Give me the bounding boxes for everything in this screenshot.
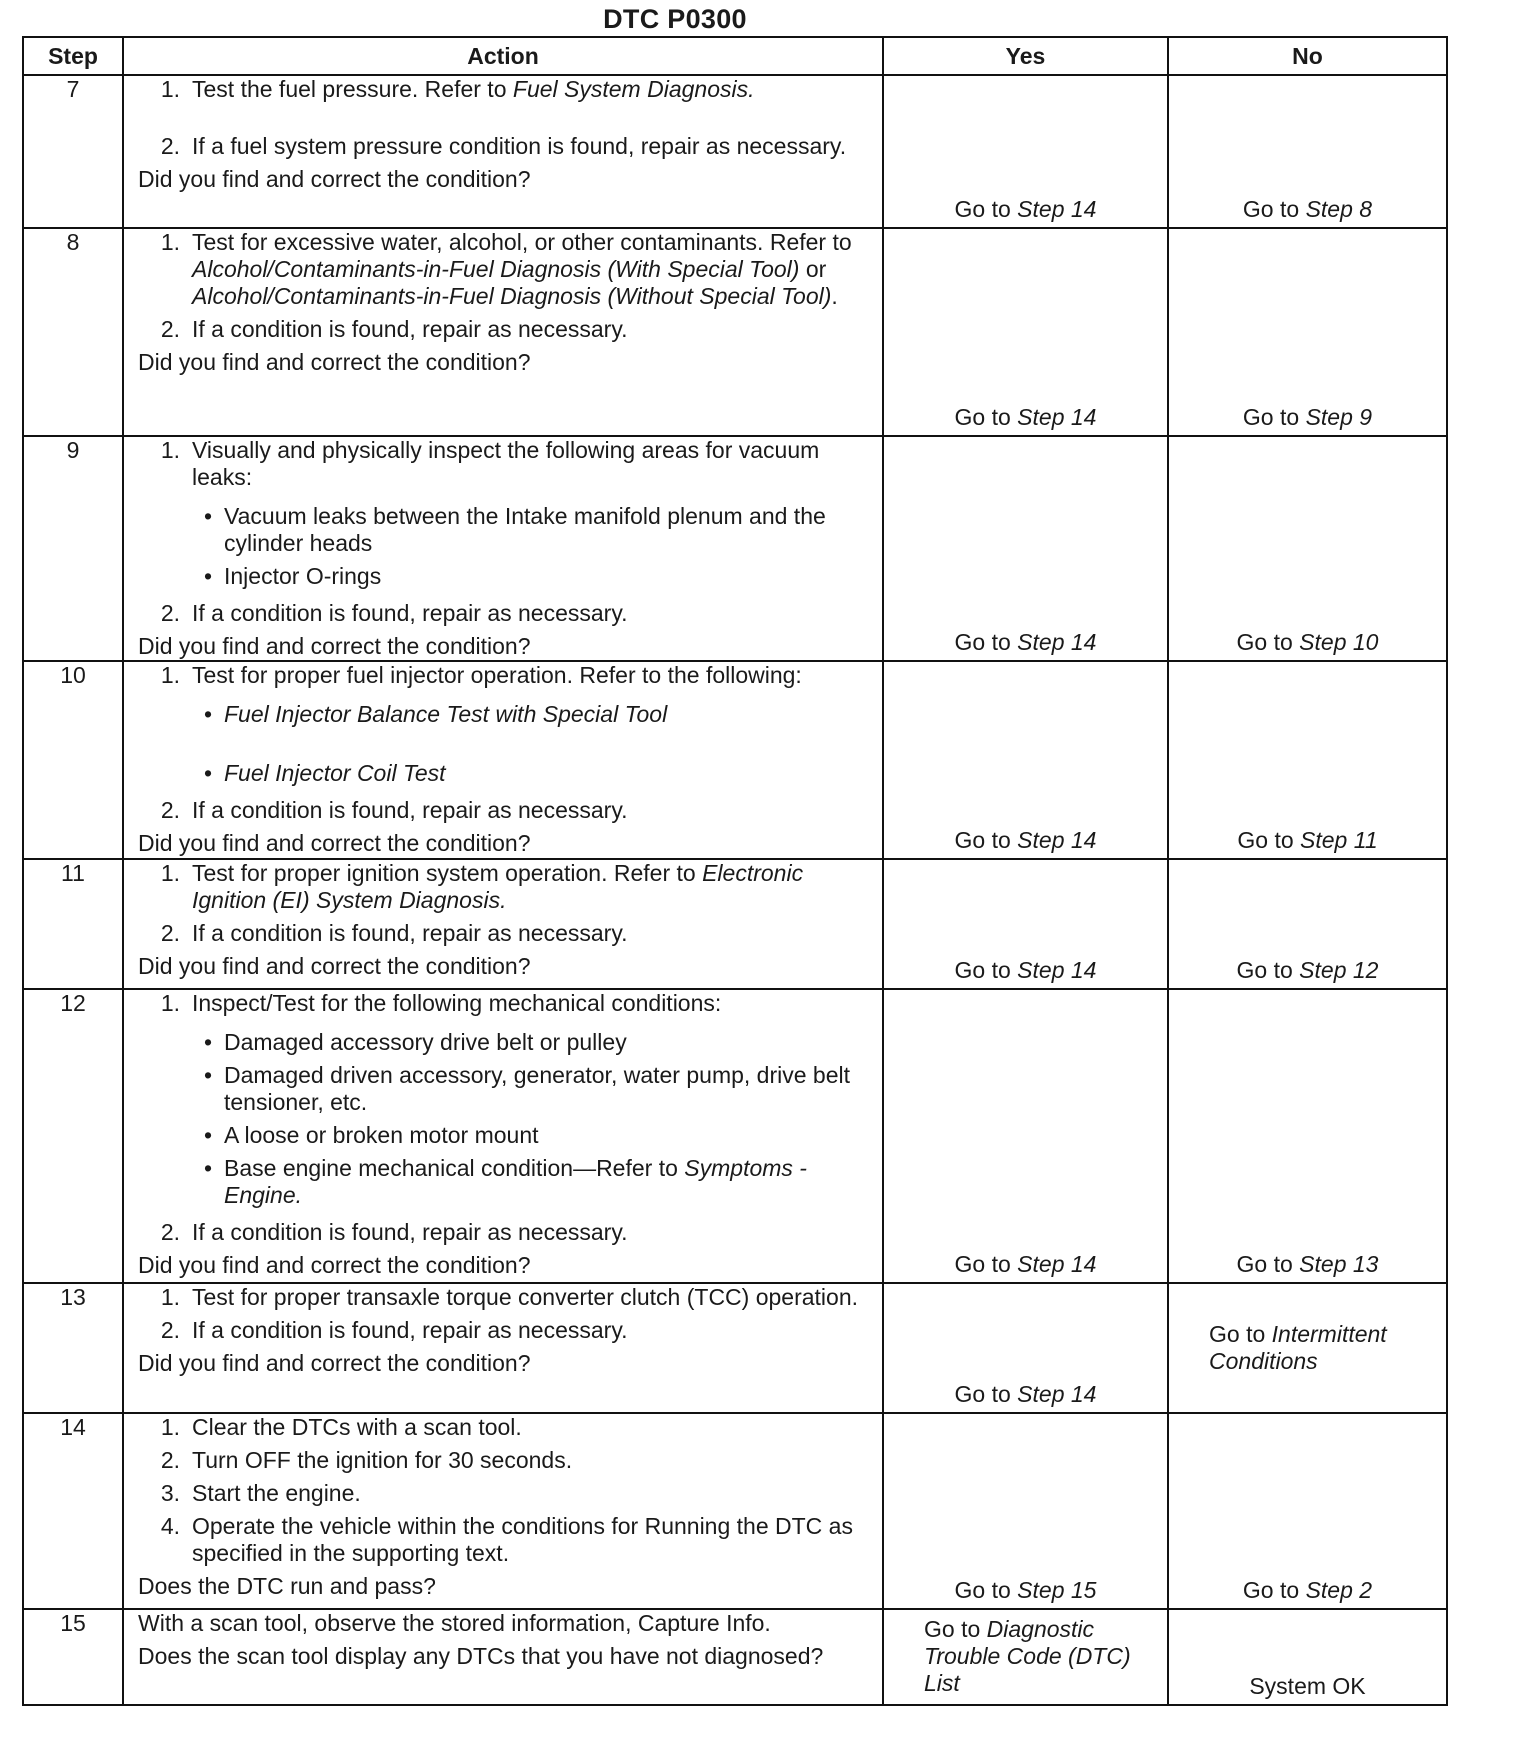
no-goto[interactable]: Go to Step 8 (1242, 196, 1373, 222)
question: Did you find and correct the condition? (138, 953, 531, 979)
bullet-item: Base engine mechanical condition—Refer to Symptoms - Engine. (224, 1155, 807, 1208)
action-item: Operate the vehicle within the conditions for Running the DTC as specified in the supporting text. (192, 1513, 853, 1566)
table-row (23, 661, 1447, 859)
yes-cell (883, 436, 1168, 661)
action-item: If a condition is found, repair as necessary. (192, 920, 628, 946)
action-cell: 1. Test the fuel pressure. Refer to Fuel System Diagnosis. 2. If a fuel system pressure condition is found, repair as necessary. Did you find and correct the condition? (123, 75, 883, 228)
yes-goto[interactable]: Go to Step 15 (954, 1577, 1097, 1603)
question: Did you find and correct the condition? (138, 633, 531, 659)
action-item: Inspect/Test for the following mechanical conditions: (192, 990, 722, 1016)
no-goto[interactable]: Go to Step 9 (1242, 404, 1373, 430)
action-item: Visually and physically inspect the following areas for vacuum leaks: (192, 437, 820, 490)
dtc-table (22, 36, 1448, 1706)
header-no: No (1168, 37, 1447, 75)
yes-goto[interactable]: Go to Step 14 (954, 196, 1097, 222)
action-cell: 1. Visually and physically inspect the following areas for vacuum leaks: • Vacuum leaks between the Intake manifold plenum and the cylinder heads • Injector O-rings 2. If a condition is found, repair as necessary. Did you find and correct the condition? (123, 436, 883, 661)
action-cell: 1. Test for proper transaxle torque converter clutch (TCC) operation. 2. If a condition is found, repair as necessary. Did you find and correct the condition? (123, 1283, 883, 1413)
question: Does the DTC run and pass? (138, 1573, 436, 1599)
step-number: 13 (23, 1283, 123, 1413)
yes-goto[interactable]: Go to Step 14 (954, 1251, 1097, 1277)
action-cell: 1. Test for proper ignition system operation. Refer to Electronic Ignition (EI) System Diagnosis. 2. If a condition is found, repair as necessary. Did you find and correct the condition? (123, 859, 883, 989)
question: Did you find and correct the condition? (138, 349, 531, 375)
action-item: If a condition is found, repair as necessary. (192, 1219, 628, 1245)
table-row (23, 1413, 1447, 1609)
yes-cell (883, 1413, 1168, 1609)
action-cell: 1. Test for excessive water, alcohol, or other contaminants. Refer to Alcohol/Contaminants-in-Fuel Diagnosis (With Special Tool) or Alcohol/Contaminants-in-Fuel Diagnosis (Without Special Tool). 2. If a condition is found, repair as necessary. Did you find and correct the condition? (123, 228, 883, 436)
action-item: Test for proper ignition system operation. Refer to Electronic Ignition (EI) System Diagnosis. (192, 860, 804, 913)
question: Does the scan tool display any DTCs that you have not diagnosed? (138, 1643, 824, 1669)
step-number: 12 (23, 989, 123, 1283)
action-cell: 1. Clear the DTCs with a scan tool. 2. Turn OFF the ignition for 30 seconds. 3. Start the engine. 4. Operate the vehicle within the conditions for Running the DTC as specified in the supporting text. Does the DTC run and pass? (123, 1413, 883, 1609)
bullet-item: Damaged accessory drive belt or pulley (224, 1029, 627, 1055)
yes-goto[interactable]: Go to Diagnostic Trouble Code (DTC) List (924, 1616, 1131, 1696)
header-step: Step (23, 37, 123, 75)
table-row (23, 989, 1447, 1283)
step-number: 7 (23, 75, 123, 228)
step-number: 15 (23, 1609, 123, 1705)
no-goto[interactable]: Go to Intermittent Conditions (1209, 1321, 1387, 1374)
question: Did you find and correct the condition? (138, 1252, 531, 1278)
action-item: With a scan tool, observe the stored information, Capture Info. (138, 1610, 771, 1636)
no-cell (1168, 989, 1447, 1283)
yes-cell (883, 1609, 1168, 1705)
step-number: 14 (23, 1413, 123, 1609)
table-row (23, 1609, 1447, 1705)
action-cell (123, 1609, 883, 1705)
reference-link[interactable]: Fuel Injector Balance Test with Special Tool (224, 701, 668, 727)
step-number: 8 (23, 228, 123, 436)
yes-cell (883, 1283, 1168, 1413)
table-row (23, 859, 1447, 989)
no-cell (1168, 661, 1447, 859)
no-cell (1168, 75, 1447, 228)
action-item: Start the engine. (192, 1480, 361, 1506)
bullet-item: A loose or broken motor mount (224, 1122, 539, 1148)
question: Did you find and correct the condition? (138, 166, 531, 192)
yes-cell (883, 989, 1168, 1283)
yes-cell (883, 228, 1168, 436)
action-item: If a condition is found, repair as necessary. (192, 1317, 628, 1343)
reference-link[interactable]: Symptoms - Engine. (224, 1155, 807, 1208)
table-row (23, 75, 1447, 228)
no-result: System OK (1249, 1673, 1366, 1699)
yes-cell (883, 661, 1168, 859)
header-yes: Yes (883, 37, 1168, 75)
step-number: 10 (23, 661, 123, 859)
bullet-item: Injector O-rings (224, 563, 382, 589)
header-row (23, 37, 1447, 75)
header-action: Action (123, 37, 883, 75)
action-item: Turn OFF the ignition for 30 seconds. (192, 1447, 573, 1473)
no-goto[interactable]: Go to Step 12 (1236, 957, 1379, 983)
action-item: Test the fuel pressure. Refer to Fuel System Diagnosis. (192, 76, 755, 102)
action-item: Test for proper transaxle torque converter clutch (TCC) operation. (192, 1284, 859, 1310)
no-goto[interactable]: Go to Step 10 (1236, 629, 1379, 655)
question: Did you find and correct the condition? (138, 830, 531, 856)
no-cell (1168, 859, 1447, 989)
action-item: Clear the DTCs with a scan tool. (192, 1414, 522, 1440)
table-row (23, 436, 1447, 661)
question: Did you find and correct the condition? (138, 1350, 531, 1376)
yes-goto[interactable]: Go to Step 14 (954, 827, 1097, 853)
reference-link[interactable]: Fuel Injector Coil Test (224, 760, 446, 786)
table-row (23, 228, 1447, 436)
no-cell (1168, 436, 1447, 661)
action-item: If a fuel system pressure condition is found, repair as necessary. (192, 133, 847, 159)
action-item: If a condition is found, repair as necessary. (192, 600, 628, 626)
yes-goto[interactable]: Go to Step 14 (954, 1381, 1097, 1407)
yes-goto[interactable]: Go to Step 14 (954, 404, 1097, 430)
no-cell (1168, 1283, 1447, 1413)
bullet-item: Vacuum leaks between the Intake manifold plenum and the cylinder heads (224, 503, 826, 556)
action-item: If a condition is found, repair as necessary. (192, 316, 628, 342)
no-goto[interactable]: Go to Step 11 (1237, 827, 1378, 853)
step-number: 11 (23, 859, 123, 989)
action-cell: 1. Inspect/Test for the following mechanical conditions: • Damaged accessory drive belt or pulley • Damaged driven accessory, generator, water pump, drive belt tensioner, etc. • A loose or broken motor mount • Base engine mechanical condition—Refer to Symptoms - Engine. 2. If a condition is found, repair as necessary. Did you find and correct the condition? (123, 989, 883, 1283)
reference-link[interactable]: Alcohol/Contaminants-in-Fuel Diagnosis (With Special Tool) (192, 256, 800, 282)
reference-link[interactable]: Alcohol/Contaminants-in-Fuel Diagnosis (Without Special Tool) (192, 283, 832, 309)
no-cell (1168, 228, 1447, 436)
yes-cell (883, 75, 1168, 228)
action-cell: 1. Test for proper fuel injector operation. Refer to the following: • Fuel Injector Balance Test with Special Tool • Fuel Injector Coil Test 2. If a condition is found, repair as necessary. Did you find and correct the condition? (123, 661, 883, 859)
no-cell (1168, 1609, 1447, 1705)
no-goto[interactable]: Go to Step 13 (1236, 1251, 1379, 1277)
no-cell (1168, 1413, 1447, 1609)
bullet-item: Damaged driven accessory, generator, water pump, drive belt tensioner, etc. (224, 1062, 850, 1115)
no-goto[interactable]: Go to Step 2 (1242, 1577, 1373, 1603)
table-row (23, 1283, 1447, 1413)
action-item: If a condition is found, repair as necessary. (192, 797, 628, 823)
reference-link[interactable]: Fuel System Diagnosis. (512, 76, 755, 102)
reference-link[interactable]: Electronic Ignition (EI) System Diagnosis. (192, 860, 804, 913)
yes-goto[interactable]: Go to Step 14 (954, 957, 1097, 983)
page-title: DTC P0300 (603, 4, 747, 34)
yes-goto[interactable]: Go to Step 14 (954, 629, 1097, 655)
step-number: 9 (23, 436, 123, 661)
action-item: Test for excessive water, alcohol, or other contaminants. Refer to Alcohol/Contaminants-in-Fuel Diagnosis (With Special Tool) or Alcohol/Contaminants-in-Fuel Diagnosis (Without Special Tool). (192, 229, 852, 309)
yes-cell (883, 859, 1168, 989)
action-item: Test for proper fuel injector operation. Refer to the following: (192, 662, 802, 688)
